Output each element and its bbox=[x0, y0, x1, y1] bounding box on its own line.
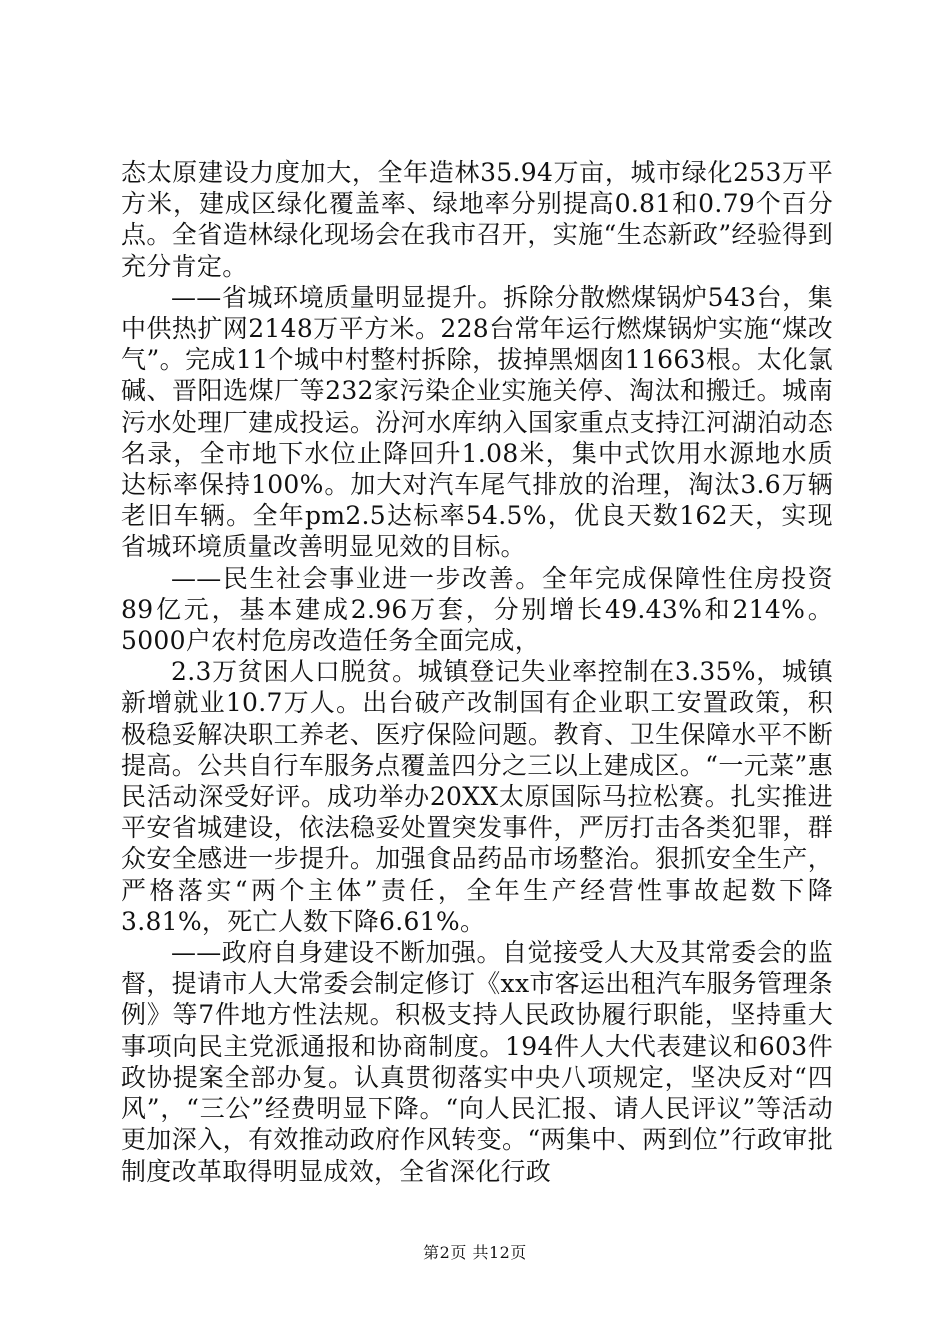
paragraph-government: ——政府自身建设不断加强。自觉接受人大及其常委会的监督，提请市人大常委会制定修订《xx市客运出租汽车服务管理条例》等7件地方性法规。积极支持人民政协履行职能，坚持重大事项向民主党派通报和协商制度。194件人大代表建议和603件政协提案全部办复。认真贯彻落实中央八项规定，坚决反对“四风”，“三公”经费明显下降。“向人民汇报、请人民评议”等活动更加深入，有效推动政府作风转变。“两集中、两到位”行政审批制度改革取得明显成效，全省深化行政 bbox=[121, 938, 833, 1186]
paragraph-ecology: 态太原建设力度加大，全年造林35.94万亩，城市绿化253万平方米，建成区绿化覆盖率、绿地率分别提高0.81和0.79个百分点。全省造林绿化现场会在我市召开，实施“生态新政”经验得到充分肯定。 bbox=[121, 158, 833, 281]
paragraph-environment: ——省城环境质量明显提升。拆除分散燃煤锅炉543台，集中供热扩网2148万平方米。228台常年运行燃煤锅炉实施“煤改气”。完成11个城中村整村拆除，拔掉黑烟囱11663根。太化氯碱、晋阳选煤厂等232家污染企业实施关停、淘汰和搬迁。城南污水处理厂建成投运。汾河水库纳入国家重点支持江河湖泊动态名录，全市地下水位止降回升1.08米，集中式饮用水源地水质达标率保持100%。加大对汽车尾气排放的治理，淘汰3.6万辆老旧车辆。全年pm2.5达标率54.5%，优良天数162天，实现省城环境质量改善明显见效的目标。 bbox=[121, 282, 833, 562]
document-body bbox=[121, 157, 833, 1187]
paragraph-poverty: 2.3万贫困人口脱贫。城镇登记失业率控制在3.35%，城镇新增就业10.7万人。出台破产改制国有企业职工安置政策，积极稳妥解决职工养老、医疗保险问题。教育、卫生保障水平不断提高。公共自行车服务点覆盖四分之三以上建成区。“一元菜”惠民活动深受好评。成功举办20XX太原国际马拉松赛。扎实推进平安省城建设，依法稳妥处置突发事件，严厉打击各类犯罪，群众安全感进一步提升。加强食品药品市场整治。狠抓安全生产，严格落实“两个主体”责任，全年生产经营性事故起数下降3.81%，死亡人数下降6.61%。 bbox=[121, 657, 833, 936]
paragraph-livelihood: ——民生社会事业进一步改善。全年完成保障性住房投资89亿元，基本建成2.96万套，分别增长49.43%和214%。5000户农村危房改造任务全面完成， bbox=[121, 563, 833, 656]
page-number-footer: 第2页 共12页 bbox=[423, 1243, 527, 1262]
